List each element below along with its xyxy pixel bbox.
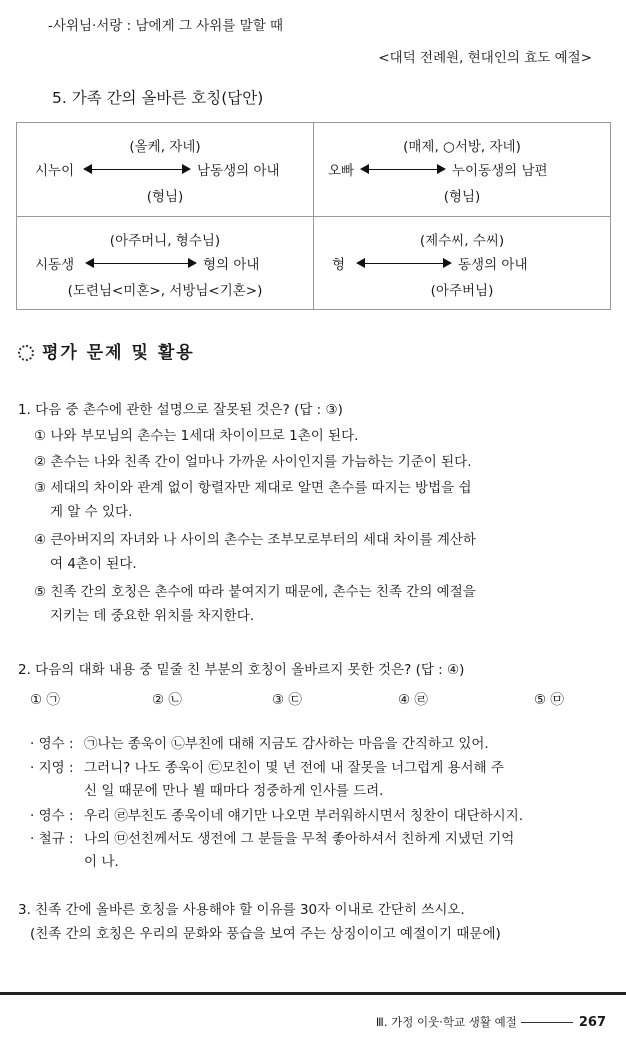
question-2-stem: 2. 다음의 대화 내용 중 밑줄 친 부분의 호칭이 올바르지 못한 것은? (답 : ④)	[18, 662, 465, 678]
dialogue-speaker: · 영수 :	[30, 736, 74, 752]
q2-choice: ① ㉠	[30, 692, 60, 708]
page-number: 267	[578, 1015, 606, 1030]
kinship-address-term: (아주머니, 형수님)	[109, 233, 221, 249]
dialogue-line: ㉠나는 종욱이 ㉡부친에 대해 지금도 감사하는 마음을 간직하고 있어.	[84, 736, 489, 752]
kinship-speaker: 오빠	[328, 163, 355, 179]
q1-option-continued: 여 4촌이 된다.	[50, 556, 137, 572]
kinship-address-term: (올케, 자네)	[129, 139, 201, 155]
kinship-target: 남동생의 아내	[197, 163, 280, 179]
kinship-cell	[314, 217, 610, 310]
kinship-target: 동생의 아내	[458, 257, 528, 273]
kinship-reply-term: (형님)	[443, 189, 481, 205]
kinship-speaker: 형	[332, 257, 346, 273]
evaluation-heading	[18, 338, 195, 363]
q3-answer: (친족 간의 호칭은 우리의 문화와 풍습을 보여 주는 상징이이고 예절이기 때문에)	[30, 926, 501, 942]
question-1-stem: 1. 다음 중 촌수에 관한 설명으로 잘못된 것은? (답 : ③)	[18, 402, 343, 418]
dialogue-line: 그러니? 나도 종욱이 ㉢모친이 몇 년 전에 내 잘못을 너그럽게 용서해 주	[84, 760, 504, 776]
kinship-cell	[17, 217, 313, 310]
dialogue-line: 이 나.	[84, 854, 119, 870]
dotted-circle-icon	[18, 345, 34, 361]
dialogue-speaker: · 영수 :	[30, 808, 74, 824]
page-footer	[376, 1014, 606, 1030]
kinship-address-term: (매제, ○서방, 자네)	[403, 139, 521, 155]
q1-option: ① 나와 부모님의 촌수는 1세대 차이이므로 1촌이 된다.	[34, 428, 359, 444]
kinship-speaker: 시동생	[35, 257, 75, 273]
q1-option-continued: 지키는 데 중요한 위치를 차지한다.	[50, 608, 255, 624]
source-citation: <대덕 전례원, 현대인의 효도 예절>	[378, 50, 592, 66]
kinship-speaker: 시누이	[35, 163, 75, 179]
header-line: -사위님·서랑 : 남에게 그 사위를 말할 때	[48, 18, 284, 34]
double-arrow-icon	[358, 263, 450, 264]
dialogue-line: 우리 ㉣부친도 종욱이네 얘기만 나오면 부러워하시면서 칭찬이 대단하시지.	[84, 808, 524, 824]
q2-choice: ③ ㉢	[272, 692, 302, 708]
kinship-target: 형의 아내	[203, 257, 260, 273]
kinship-reply-term: (형님)	[146, 189, 184, 205]
kinship-cell	[17, 123, 313, 216]
q1-option: ④ 큰아버지의 자녀와 나 사이의 촌수는 조부모로부터의 세대 차이를 계산하	[34, 532, 476, 548]
double-arrow-icon	[85, 169, 189, 170]
section-5-title: 5. 가족 간의 올바른 호칭(답안)	[52, 89, 264, 107]
dialogue-line: 신 일 때문에 만나 뵐 때마다 정중하게 인사를 드려.	[84, 783, 384, 799]
question-3-stem: 3. 친족 간에 올바른 호칭을 사용해야 할 이유를 30자 이내로 간단히 쓰시오.	[18, 902, 465, 918]
kinship-address-term: (제수씨, 수씨)	[419, 233, 505, 249]
q2-choice: ④ ㉣	[398, 692, 428, 708]
q1-option-continued: 게 알 수 있다.	[50, 504, 133, 520]
chapter-title: Ⅲ. 가정 이웃·학교 생활 예절	[375, 1015, 517, 1029]
kinship-table	[16, 122, 611, 310]
kinship-target: 누이동생의 남편	[452, 163, 548, 179]
dialogue-speaker: · 철규 :	[30, 831, 74, 847]
q1-option: ③ 세대의 차이와 관계 없이 항렬자만 제대로 알면 촌수를 따지는 방법을 쉽	[34, 480, 472, 496]
double-arrow-icon	[87, 263, 195, 264]
kinship-reply-term: (도련님<미혼>, 서방님<기혼>)	[67, 283, 263, 299]
footer-rule	[0, 992, 626, 995]
q2-choice: ② ㉡	[152, 692, 182, 708]
dialogue-speaker: · 지영 :	[30, 760, 74, 776]
q2-choice: ⑤ ㉤	[534, 692, 564, 708]
q1-option: ② 촌수는 나와 친족 간이 얼마나 가까운 사이인지를 가늠하는 기준이 된다.	[34, 454, 472, 470]
dialogue-line: 나의 ㉤선친께서도 생전에 그 분들을 무척 좋아하셔서 친하게 지냈던 기억	[84, 831, 515, 847]
double-arrow-icon	[362, 169, 444, 170]
evaluation-heading-text: 평가 문제 및 활용	[42, 343, 195, 363]
kinship-cell	[314, 123, 610, 216]
q1-option: ⑤ 친족 간의 호칭은 촌수에 따라 붙여지기 때문에, 촌수는 친족 간의 예절을	[34, 584, 476, 600]
kinship-reply-term: (아주버님)	[430, 283, 494, 299]
footer-dash	[521, 1022, 573, 1023]
